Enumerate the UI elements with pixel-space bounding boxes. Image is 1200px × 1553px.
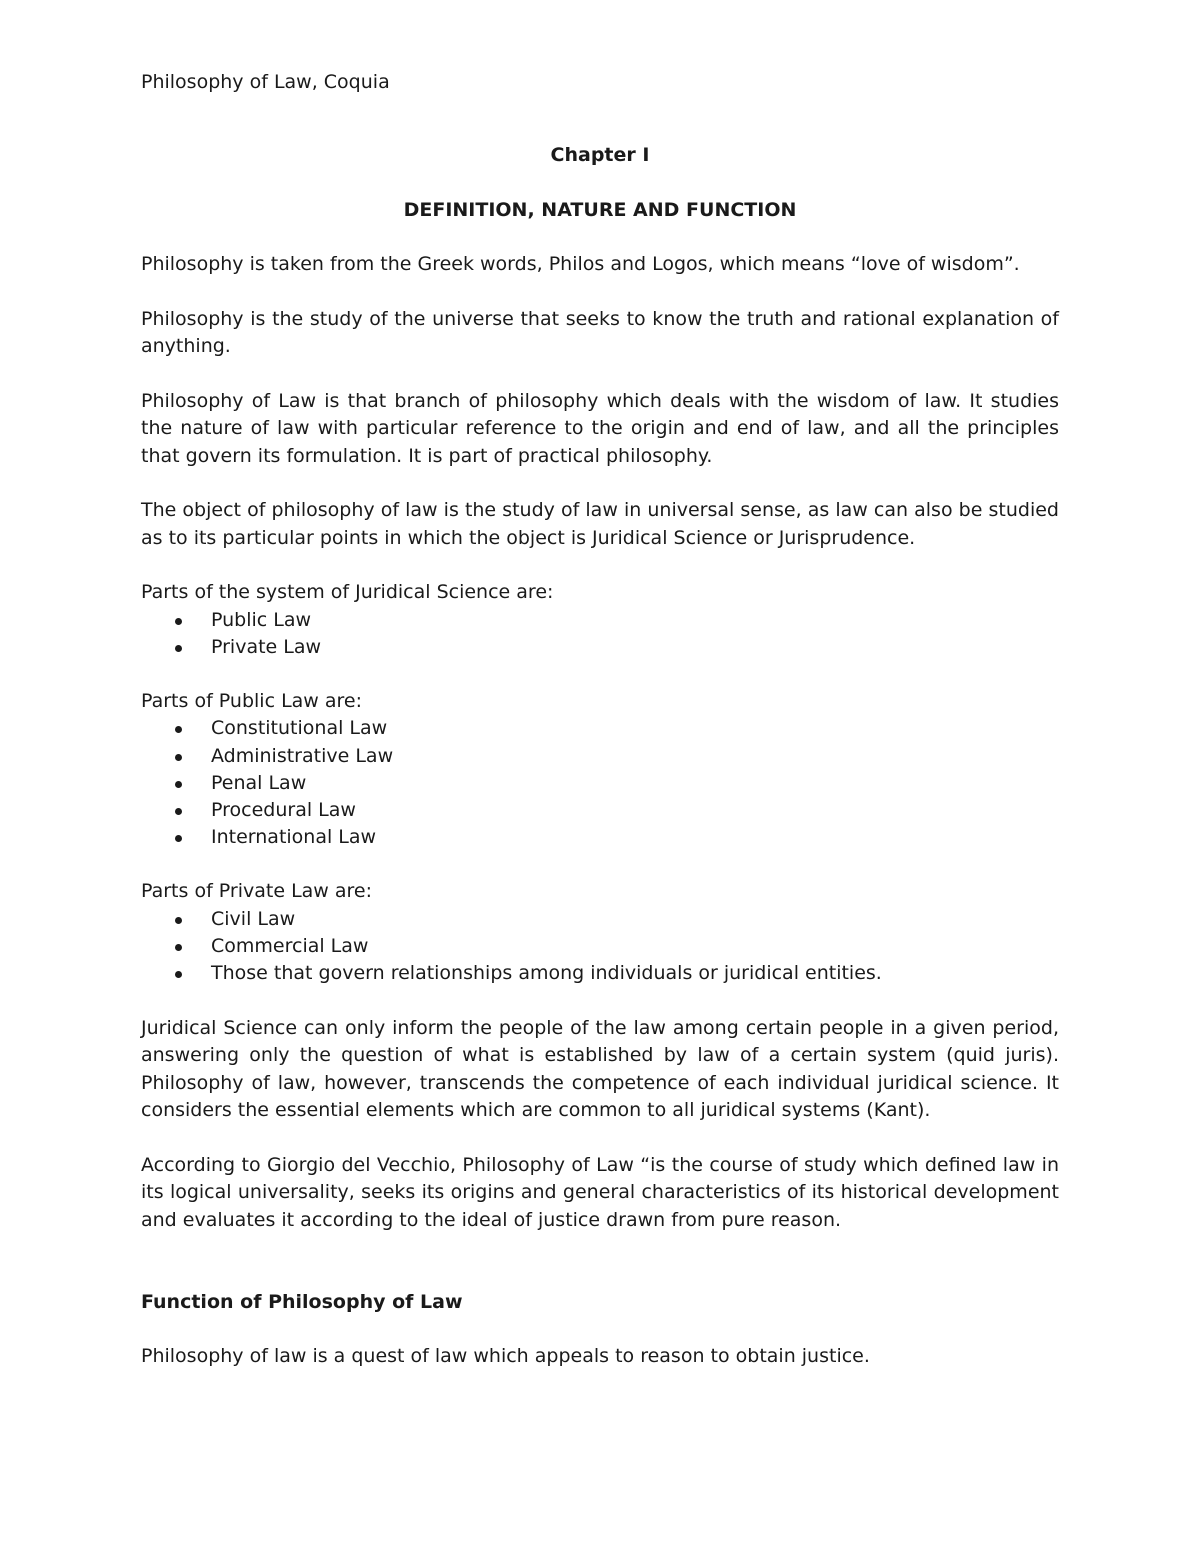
paragraph-philosophy-origin: Philosophy is taken from the Greek words, Philos and Logos, which means “love of wisdom”.	[141, 253, 1020, 275]
list-item: Penal Law	[141, 770, 1059, 797]
list-item: Civil Law	[141, 906, 1059, 933]
list-intro-private-law: Parts of Private Law are:	[141, 880, 373, 903]
paragraph-del-vecchio: According to Giorgio del Vecchio, Philosophy of Law “is the course of study which defined law in its logical universality, seeks its origins and general characteristics of its historical development and evaluates it according to the ideal of justice drawn from pure reason.	[141, 1153, 1059, 1231]
document-page	[141, 68, 1059, 1371]
list-item: Those that govern relationships among individuals or juridical entities.	[141, 960, 1059, 987]
section-title: DEFINITION, NATURE AND FUNCTION	[403, 199, 797, 221]
list-item: Constitutional Law	[141, 715, 1059, 742]
paragraph-juridical-science: Juridical Science can only inform the people of the law among certain people in a given period, answering only the question of what is established by law of a certain system (quid juris). Philosophy of law, however, transcends the competence of each individual juridical science. It considers the essential elements which are common to all juridical systems (Kant).	[141, 1016, 1059, 1122]
running-header: Philosophy of Law, Coquia	[141, 71, 390, 93]
paragraph-philosophy-study: Philosophy is the study of the universe that seeks to know the truth and rational explanation of anything.	[141, 307, 1059, 357]
paragraph-function: Philosophy of law is a quest of law which appeals to reason to obtain justice.	[141, 1345, 870, 1368]
paragraph-object-of-philosophy: The object of philosophy of law is the study of law in universal sense, as law can also be studied as to its particular points in which the object is Juridical Science or Jurisprudence.	[141, 499, 1059, 549]
list-item: Commercial Law	[141, 933, 1059, 960]
list-intro-juridical-science: Parts of the system of Juridical Science are:	[141, 581, 554, 603]
chapter-title: Chapter I	[550, 144, 650, 166]
list-public-law	[141, 715, 1059, 851]
paragraph-philosophy-of-law: Philosophy of Law is that branch of philosophy which deals with the wisdom of law. It studies the nature of law with particular reference to the origin and end of law, and all the principles that govern its formulation. It is part of practical philosophy.	[141, 389, 1059, 467]
list-item: Public Law	[141, 607, 1059, 634]
list-item: Administrative Law	[141, 743, 1059, 770]
list-item: Procedural Law	[141, 797, 1059, 824]
list-juridical-science	[141, 607, 1059, 661]
list-item: Private Law	[141, 634, 1059, 661]
list-private-law	[141, 906, 1059, 988]
function-heading: Function of Philosophy of Law	[141, 1291, 463, 1314]
list-item: International Law	[141, 824, 1059, 851]
list-intro-public-law: Parts of Public Law are:	[141, 689, 363, 712]
